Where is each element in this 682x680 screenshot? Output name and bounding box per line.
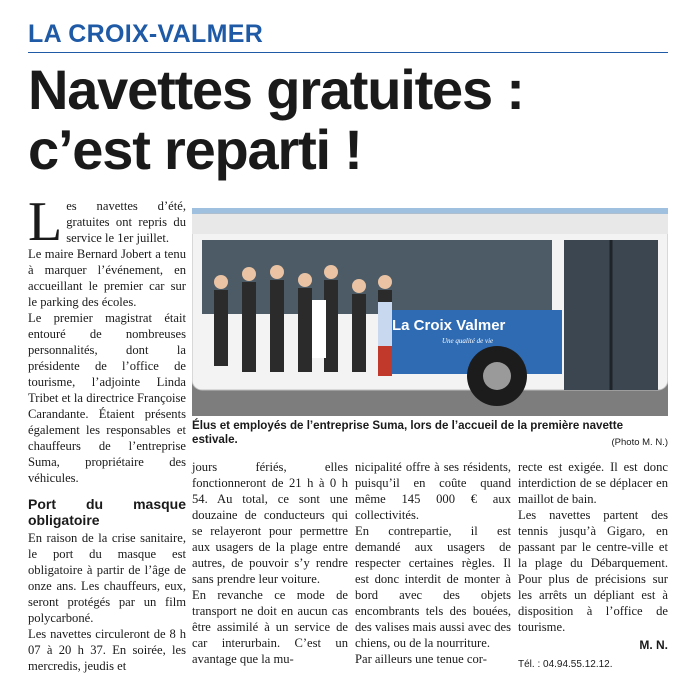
- headline-line-1: Navettes gratuites :: [28, 58, 524, 121]
- paragraph: Le premier magistrat était entouré de nombreuses personnalités, dont la présidente de l’office de tourisme, l’adjointe Linda Tribet et la directrice Françoise Carandante. Étaient présents également les responsables et chauffeurs de l’entreprise Suma, propriétaire des véhicules.: [28, 311, 186, 485]
- phone-number: Tél. : 04.94.55.12.12.: [518, 659, 613, 670]
- bus-tagline-text: Une qualité de vie: [442, 337, 494, 345]
- section-rule: [28, 52, 668, 53]
- paragraph: recte est exigée. Il est donc interdiction de se déplacer en maillot de bain.: [518, 460, 668, 506]
- paragraph: Les navettes circuleront de 8 h 07 à 20 h 37. En soirée, les mercredis, jeudis et: [28, 627, 186, 673]
- headline: [28, 60, 668, 180]
- column-1: [28, 191, 186, 674]
- paragraph: Par ailleurs une tenue cor-: [355, 652, 487, 666]
- photo-credit: (Photo M. N.): [611, 437, 668, 448]
- bus-brand-text: La Croix Valmer: [392, 317, 506, 334]
- dropcap: L: [28, 191, 63, 253]
- headline-line-2: c’est reparti !: [28, 118, 362, 181]
- section-kicker: LA CROIX-VALMER: [28, 20, 264, 48]
- author-signature: M. N.: [639, 638, 668, 652]
- paragraph: Le maire Bernard Jobert a tenu à marquer l’événement, en accueillant le premier car sur le parking des écoles.: [28, 247, 186, 309]
- column-3: [355, 459, 511, 667]
- subheading: Port du masque obligatoire: [28, 496, 186, 528]
- photo-caption: Élus et employés de l’entreprise Suma, lors de l’accueil de la première navette estivale.: [192, 419, 624, 446]
- paragraph: Les navettes partent des tennis jusqu’à Gigaro, en passant par le centre-ville et la plage du Débarquement. Pour plus de précisions sur les arrêts un dépliant est à disposition à l’office de tourisme.: [518, 508, 668, 634]
- news-photo: [192, 208, 668, 416]
- lead-paragraph: es navettes d’été, gratuites ont repris du service le 1er juillet.: [66, 199, 186, 245]
- paragraph: En revanche ce mode de transport ne doit en aucun cas être assimilé à un service de car interurbain. C’est un avantage que la mu-: [192, 588, 348, 666]
- paragraph: En contrepartie, il est demandé aux usagers de respecter certaines règles. Il est donc interdit de monter à bord avec des objets encombrants tels des bouées, des valises mais aussi avec des chiens, ou de la nourriture.: [355, 524, 511, 650]
- column-4: [518, 459, 668, 673]
- bus-photo-illustration: [192, 208, 668, 416]
- paragraph: jours fériés, elles fonctionneront de 21 h à 0 h 54. Au total, ce sont une douzaine de conducteurs qui se relayeront pour permettre aux usagers de la plage entre autres, de pouvoir s’y rendre sans prendre leur voiture.: [192, 460, 348, 586]
- paragraph: En raison de la crise sanitaire, le port du masque est obligatoire à partir de l’âge de onze ans. Les chauffeurs, eux, seront protégés par un film polycarboné.: [28, 531, 186, 625]
- paragraph: nicipalité offre à ses résidents, puisqu’il en coûte quand même 145 000 € aux collectivités.: [355, 460, 511, 522]
- column-2: [192, 459, 348, 667]
